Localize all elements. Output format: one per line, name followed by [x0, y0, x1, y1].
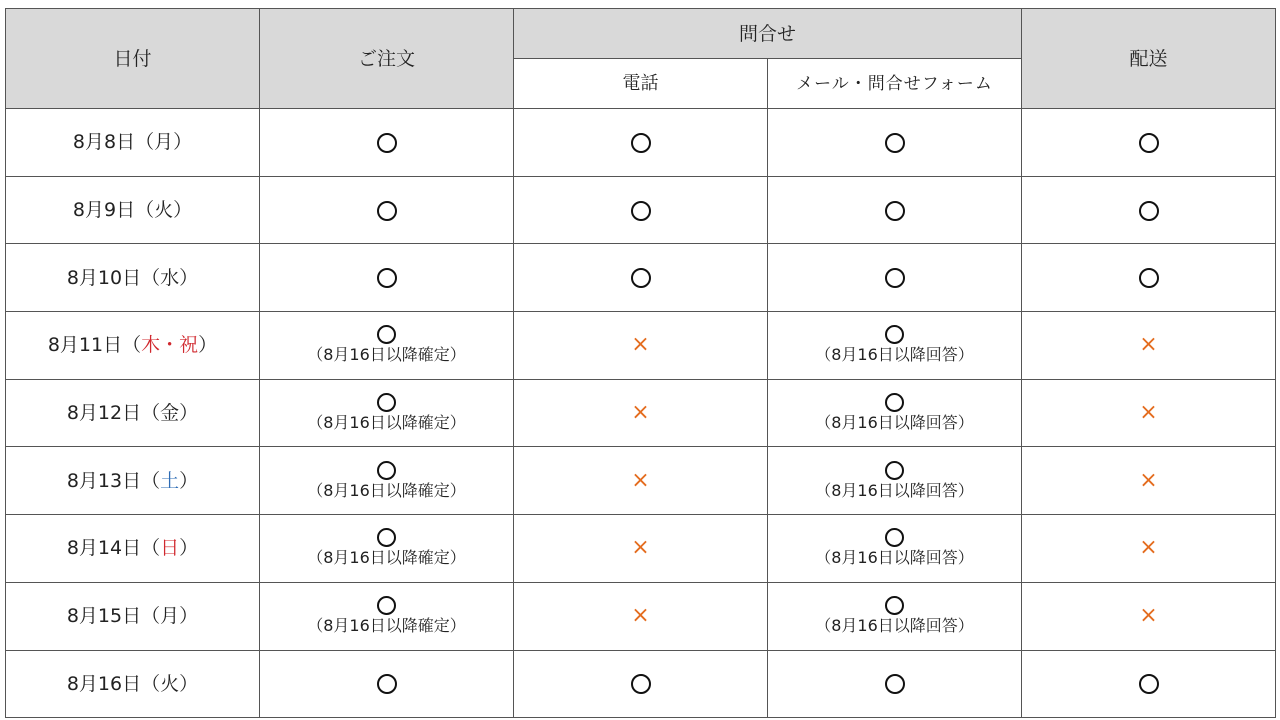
date-label: 8月12日（	[66, 402, 161, 425]
available-circle-icon	[377, 325, 396, 344]
weekday-label: 火	[154, 199, 174, 222]
date-close-paren: ）	[179, 402, 199, 425]
order-cell	[260, 650, 514, 718]
table-row	[6, 312, 1276, 380]
table-row	[6, 176, 1276, 244]
date-close-paren: ）	[179, 537, 199, 560]
unavailable-cross-icon: ×	[1139, 535, 1158, 561]
delivery-cell	[1022, 312, 1276, 380]
date-close-paren: ）	[173, 199, 193, 222]
table-row	[6, 109, 1276, 177]
available-circle-icon	[377, 528, 396, 547]
mail-cell	[768, 582, 1022, 650]
weekday-label: 土	[160, 469, 180, 492]
mail-cell	[768, 447, 1022, 515]
weekday-label: 水	[160, 266, 180, 289]
phone-cell	[514, 244, 768, 312]
order-cell	[260, 244, 514, 312]
date-cell	[6, 582, 260, 650]
date-label: 8月14日（	[66, 537, 161, 560]
available-circle-icon	[885, 201, 905, 221]
date-cell	[6, 650, 260, 718]
weekday-label: 日	[160, 537, 180, 560]
unavailable-cross-icon: ×	[1139, 467, 1158, 493]
available-circle-icon	[1139, 201, 1159, 221]
date-label: 8月8日（	[72, 131, 155, 154]
available-circle-icon	[1139, 674, 1159, 694]
weekday-label: 金	[160, 402, 180, 425]
delivery-cell	[1022, 515, 1276, 583]
weekday-label: 木・祝	[141, 334, 199, 357]
date-label: 8月9日（	[72, 199, 155, 222]
available-circle-icon	[377, 201, 397, 221]
table-row	[6, 650, 1276, 718]
available-circle-icon	[885, 393, 904, 412]
available-circle-icon	[885, 674, 905, 694]
available-circle-icon	[885, 268, 905, 288]
mail-cell	[768, 176, 1022, 244]
phone-cell	[514, 312, 768, 380]
available-circle-icon	[377, 674, 397, 694]
table-row	[6, 379, 1276, 447]
date-close-paren: ）	[179, 469, 199, 492]
header-date: 日付	[6, 9, 260, 109]
unavailable-cross-icon: ×	[1139, 332, 1158, 358]
available-circle-icon	[631, 268, 651, 288]
order-cell	[260, 312, 514, 380]
weekday-label: 火	[160, 672, 180, 695]
order-cell	[260, 176, 514, 244]
header-inquiry: 問合せ	[514, 9, 1022, 59]
table-row	[6, 515, 1276, 583]
date-cell	[6, 109, 260, 177]
delivery-cell	[1022, 109, 1276, 177]
available-circle-icon	[631, 201, 651, 221]
mail-cell	[768, 650, 1022, 718]
date-cell	[6, 176, 260, 244]
order-cell	[260, 109, 514, 177]
mail-cell	[768, 244, 1022, 312]
available-circle-icon	[377, 461, 396, 480]
order-cell	[260, 582, 514, 650]
table-row	[6, 447, 1276, 515]
header-delivery: 配送	[1022, 9, 1276, 109]
schedule-table	[5, 8, 1276, 718]
available-circle-icon	[377, 268, 397, 288]
unavailable-cross-icon: ×	[1139, 603, 1158, 629]
date-cell	[6, 447, 260, 515]
available-circle-icon	[377, 393, 396, 412]
table-body	[6, 109, 1276, 718]
date-cell	[6, 312, 260, 380]
phone-cell	[514, 176, 768, 244]
unavailable-cross-icon: ×	[1139, 400, 1158, 426]
order-cell	[260, 379, 514, 447]
mail-note: （8月16日以降回答）	[815, 413, 974, 433]
delivery-cell	[1022, 447, 1276, 515]
delivery-cell	[1022, 176, 1276, 244]
order-cell	[260, 515, 514, 583]
table-row	[6, 582, 1276, 650]
phone-cell	[514, 650, 768, 718]
date-close-paren: ）	[179, 672, 199, 695]
order-note: （8月16日以降確定）	[307, 616, 466, 636]
table-row	[6, 244, 1276, 312]
weekday-label: 月	[160, 605, 180, 628]
mail-note: （8月16日以降回答）	[815, 480, 974, 500]
date-label: 8月13日（	[66, 469, 161, 492]
phone-cell	[514, 447, 768, 515]
date-close-paren: ）	[173, 131, 193, 154]
mail-note: （8月16日以降回答）	[815, 548, 974, 568]
phone-cell	[514, 379, 768, 447]
mail-cell	[768, 379, 1022, 447]
order-note: （8月16日以降確定）	[307, 548, 466, 568]
date-label: 8月11日（	[47, 334, 142, 357]
date-label: 8月15日（	[66, 605, 161, 628]
header-order: ご注文	[260, 9, 514, 109]
date-cell	[6, 244, 260, 312]
order-note: （8月16日以降確定）	[307, 345, 466, 365]
delivery-cell	[1022, 650, 1276, 718]
table-header	[6, 9, 1276, 109]
available-circle-icon	[885, 528, 904, 547]
weekday-label: 月	[154, 131, 174, 154]
header-mail-form: メール・問合せフォーム	[768, 59, 1022, 109]
available-circle-icon	[377, 596, 396, 615]
delivery-cell	[1022, 379, 1276, 447]
order-note: （8月16日以降確定）	[307, 480, 466, 500]
mail-note: （8月16日以降回答）	[815, 616, 974, 636]
available-circle-icon	[631, 133, 651, 153]
phone-cell	[514, 109, 768, 177]
available-circle-icon	[885, 461, 904, 480]
date-close-paren: ）	[198, 334, 218, 357]
unavailable-cross-icon: ×	[631, 400, 650, 426]
available-circle-icon	[1139, 268, 1159, 288]
mail-cell	[768, 312, 1022, 380]
order-note: （8月16日以降確定）	[307, 413, 466, 433]
mail-cell	[768, 515, 1022, 583]
available-circle-icon	[377, 133, 397, 153]
delivery-cell	[1022, 582, 1276, 650]
unavailable-cross-icon: ×	[631, 603, 650, 629]
phone-cell	[514, 582, 768, 650]
date-close-paren: ）	[179, 605, 199, 628]
available-circle-icon	[1139, 133, 1159, 153]
date-label: 8月16日（	[66, 672, 161, 695]
available-circle-icon	[885, 325, 904, 344]
available-circle-icon	[885, 596, 904, 615]
date-label: 8月10日（	[66, 266, 161, 289]
available-circle-icon	[885, 133, 905, 153]
available-circle-icon	[631, 674, 651, 694]
unavailable-cross-icon: ×	[631, 332, 650, 358]
phone-cell	[514, 515, 768, 583]
date-cell	[6, 515, 260, 583]
mail-cell	[768, 109, 1022, 177]
date-close-paren: ）	[179, 266, 199, 289]
unavailable-cross-icon: ×	[631, 467, 650, 493]
unavailable-cross-icon: ×	[631, 535, 650, 561]
header-phone: 電話	[514, 59, 768, 109]
date-cell	[6, 379, 260, 447]
delivery-cell	[1022, 244, 1276, 312]
order-cell	[260, 447, 514, 515]
mail-note: （8月16日以降回答）	[815, 345, 974, 365]
